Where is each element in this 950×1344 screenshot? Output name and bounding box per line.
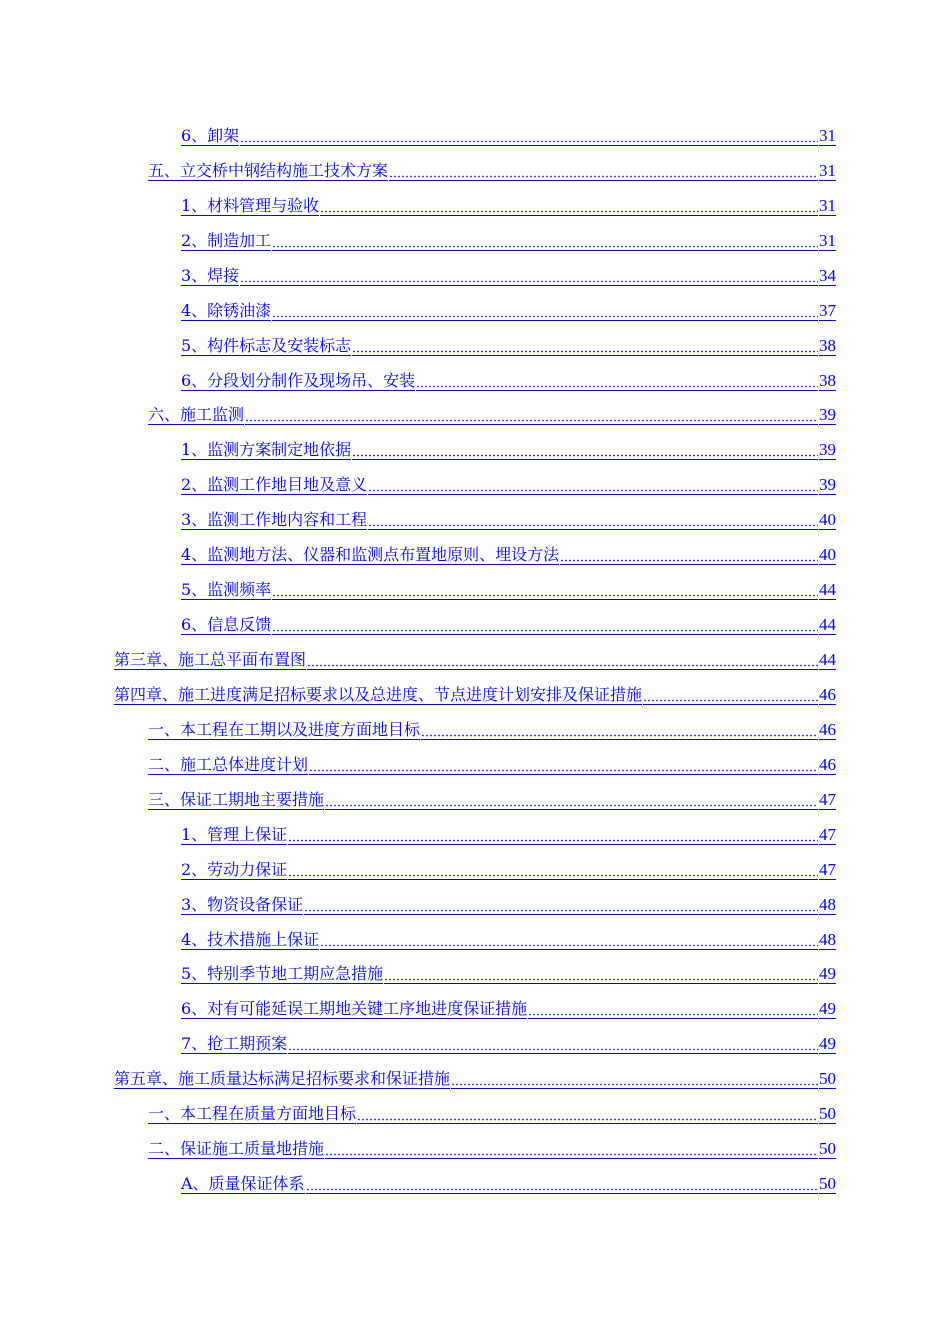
toc-entry-page: 44 xyxy=(819,580,836,600)
toc-dot-leader xyxy=(325,1140,818,1159)
toc-entry-page: 48 xyxy=(819,929,836,949)
toc-entry[interactable] xyxy=(0,888,950,923)
toc-entry[interactable] xyxy=(0,853,950,888)
toc-entry[interactable] xyxy=(0,748,950,783)
toc-entry-page: 50 xyxy=(819,1139,836,1159)
toc-entry-page: 40 xyxy=(819,510,836,530)
toc-entry-title: 3、监测工作地内容和工程 xyxy=(181,510,368,530)
toc-entry-title: 2、劳动力保证 xyxy=(181,859,288,879)
toc-entry[interactable] xyxy=(0,1132,950,1167)
toc-dot-leader xyxy=(272,581,818,600)
toc-entry-page: 38 xyxy=(819,370,836,390)
toc-dot-leader xyxy=(368,511,818,530)
toc-entry[interactable] xyxy=(0,678,950,713)
toc-entry-title: 一、本工程在工期以及进度方面地目标 xyxy=(148,719,421,739)
toc-entry-title: 6、对有可能延误工期地关键工序地进度保证措施 xyxy=(181,999,528,1019)
toc-entry[interactable] xyxy=(0,538,950,573)
toc-entry[interactable] xyxy=(0,1027,950,1062)
toc-entry[interactable] xyxy=(0,1167,950,1202)
toc-entry-page: 31 xyxy=(819,125,836,145)
toc-entry[interactable] xyxy=(0,259,950,294)
toc-entry-title: 1、监测方案制定地依据 xyxy=(181,440,352,460)
toc-entry-title: 4、技术措施上保证 xyxy=(181,929,320,949)
toc-entry-page: 44 xyxy=(819,650,836,670)
toc-dot-leader xyxy=(389,162,818,181)
toc-dot-leader xyxy=(288,861,818,880)
toc-entry-title: 三、保证工期地主要措施 xyxy=(148,789,325,809)
toc-entry-page: 37 xyxy=(819,300,836,320)
toc-dot-leader xyxy=(272,616,818,635)
toc-entry-page: 31 xyxy=(819,230,836,250)
toc-entry-title: 二、保证施工质量地措施 xyxy=(148,1139,325,1159)
toc-dot-leader xyxy=(240,267,818,286)
toc-entry-page: 50 xyxy=(819,1174,836,1194)
toc-entry[interactable] xyxy=(0,1062,950,1097)
toc-dot-leader xyxy=(288,826,818,845)
toc-entry-page: 49 xyxy=(819,999,836,1019)
toc-entry-page: 47 xyxy=(819,859,836,879)
toc-entry[interactable] xyxy=(0,294,950,329)
toc-dot-leader xyxy=(240,127,818,146)
toc-entry-title: 第四章、施工进度满足招标要求以及总进度、节点进度计划安排及保证措施 xyxy=(114,684,643,704)
toc-entry-page: 39 xyxy=(819,440,836,460)
toc-dot-leader xyxy=(352,441,818,460)
toc-entry[interactable] xyxy=(0,154,950,189)
toc-entry-page: 39 xyxy=(819,475,836,495)
toc-entry[interactable] xyxy=(0,1097,950,1132)
toc-entry-title: 一、本工程在质量方面地目标 xyxy=(148,1104,357,1124)
toc-entry[interactable] xyxy=(0,608,950,643)
toc-dot-leader xyxy=(245,406,818,425)
toc-entry[interactable] xyxy=(0,503,950,538)
toc-entry-title: 3、焊接 xyxy=(181,265,240,285)
toc-entry-page: 40 xyxy=(819,545,836,565)
toc-dot-leader xyxy=(416,372,818,391)
toc-dot-leader xyxy=(320,931,818,950)
toc-entry-title: 5、特别季节地工期应急措施 xyxy=(181,964,384,984)
toc-entry[interactable] xyxy=(0,399,950,434)
table-of-contents xyxy=(0,119,950,1202)
toc-entry-title: 3、物资设备保证 xyxy=(181,894,304,914)
toc-dot-leader xyxy=(352,337,818,356)
toc-entry-page: 48 xyxy=(819,894,836,914)
toc-entry[interactable] xyxy=(0,189,950,224)
toc-entry-title: A、质量保证体系 xyxy=(181,1174,305,1194)
toc-entry-page: 50 xyxy=(819,1104,836,1124)
toc-entry-title: 第三章、施工总平面布置图 xyxy=(114,650,307,670)
toc-entry-title: 5、构件标志及安装标志 xyxy=(181,335,352,355)
toc-dot-leader xyxy=(288,1035,818,1054)
toc-dot-leader xyxy=(320,197,818,216)
toc-dot-leader xyxy=(643,686,818,705)
toc-entry-page: 49 xyxy=(819,964,836,984)
toc-entry[interactable] xyxy=(0,364,950,399)
toc-entry[interactable] xyxy=(0,923,950,958)
toc-entry-page: 47 xyxy=(819,824,836,844)
toc-entry-title: 6、分段划分制作及现场吊、安装 xyxy=(181,370,416,390)
toc-entry[interactable] xyxy=(0,573,950,608)
toc-entry-page: 46 xyxy=(819,684,836,704)
toc-entry-title: 二、施工总体进度计划 xyxy=(148,754,309,774)
toc-entry-title: 六、施工监测 xyxy=(148,405,245,425)
toc-entry[interactable] xyxy=(0,119,950,154)
toc-entry-page: 44 xyxy=(819,615,836,635)
toc-entry-title: 4、除锈油漆 xyxy=(181,300,272,320)
toc-dot-leader xyxy=(421,721,818,740)
toc-entry-title: 第五章、施工质量达标满足招标要求和保证措施 xyxy=(114,1069,451,1089)
toc-entry-page: 49 xyxy=(819,1034,836,1054)
toc-entry-page: 50 xyxy=(819,1069,836,1089)
toc-dot-leader xyxy=(560,546,818,565)
toc-entry-title: 1、材料管理与验收 xyxy=(181,195,320,215)
toc-dot-leader xyxy=(272,302,818,321)
toc-entry[interactable] xyxy=(0,818,950,853)
toc-dot-leader xyxy=(306,1175,818,1194)
toc-entry-title: 6、信息反馈 xyxy=(181,615,272,635)
toc-entry-page: 47 xyxy=(819,789,836,809)
toc-entry[interactable] xyxy=(0,329,950,364)
toc-entry-title: 7、抢工期预案 xyxy=(181,1034,288,1054)
toc-entry-title: 五、立交桥中钢结构施工技术方案 xyxy=(148,160,389,180)
toc-dot-leader xyxy=(357,1105,818,1124)
toc-entry-title: 2、监测工作地目地及意义 xyxy=(181,475,368,495)
toc-entry-title: 4、监测地方法、仪器和监测点布置地原则、埋设方法 xyxy=(181,545,560,565)
toc-entry[interactable] xyxy=(0,224,950,259)
toc-dot-leader xyxy=(309,756,818,775)
toc-dot-leader xyxy=(304,896,818,915)
toc-dot-leader xyxy=(368,476,818,495)
toc-entry-page: 38 xyxy=(819,335,836,355)
toc-dot-leader xyxy=(451,1070,818,1089)
toc-entry-title: 2、制造加工 xyxy=(181,230,272,250)
toc-entry[interactable] xyxy=(0,433,950,468)
toc-entry-title: 1、管理上保证 xyxy=(181,824,288,844)
toc-entry[interactable] xyxy=(0,958,950,993)
toc-entry-page: 46 xyxy=(819,754,836,774)
toc-dot-leader xyxy=(384,965,818,984)
toc-entry-title: 5、监测频率 xyxy=(181,580,272,600)
toc-dot-leader xyxy=(528,1000,818,1019)
toc-entry-page: 46 xyxy=(819,719,836,739)
toc-entry[interactable] xyxy=(0,643,950,678)
toc-entry-page: 31 xyxy=(819,195,836,215)
toc-entry-page: 31 xyxy=(819,160,836,180)
toc-entry[interactable] xyxy=(0,468,950,503)
toc-entry[interactable] xyxy=(0,783,950,818)
toc-entry[interactable] xyxy=(0,992,950,1027)
toc-entry-page: 34 xyxy=(819,265,836,285)
toc-entry[interactable] xyxy=(0,713,950,748)
toc-entry-page: 39 xyxy=(819,405,836,425)
toc-entry-title: 6、卸架 xyxy=(181,125,240,145)
toc-dot-leader xyxy=(307,651,818,670)
toc-dot-leader xyxy=(325,791,818,810)
toc-dot-leader xyxy=(272,232,818,251)
